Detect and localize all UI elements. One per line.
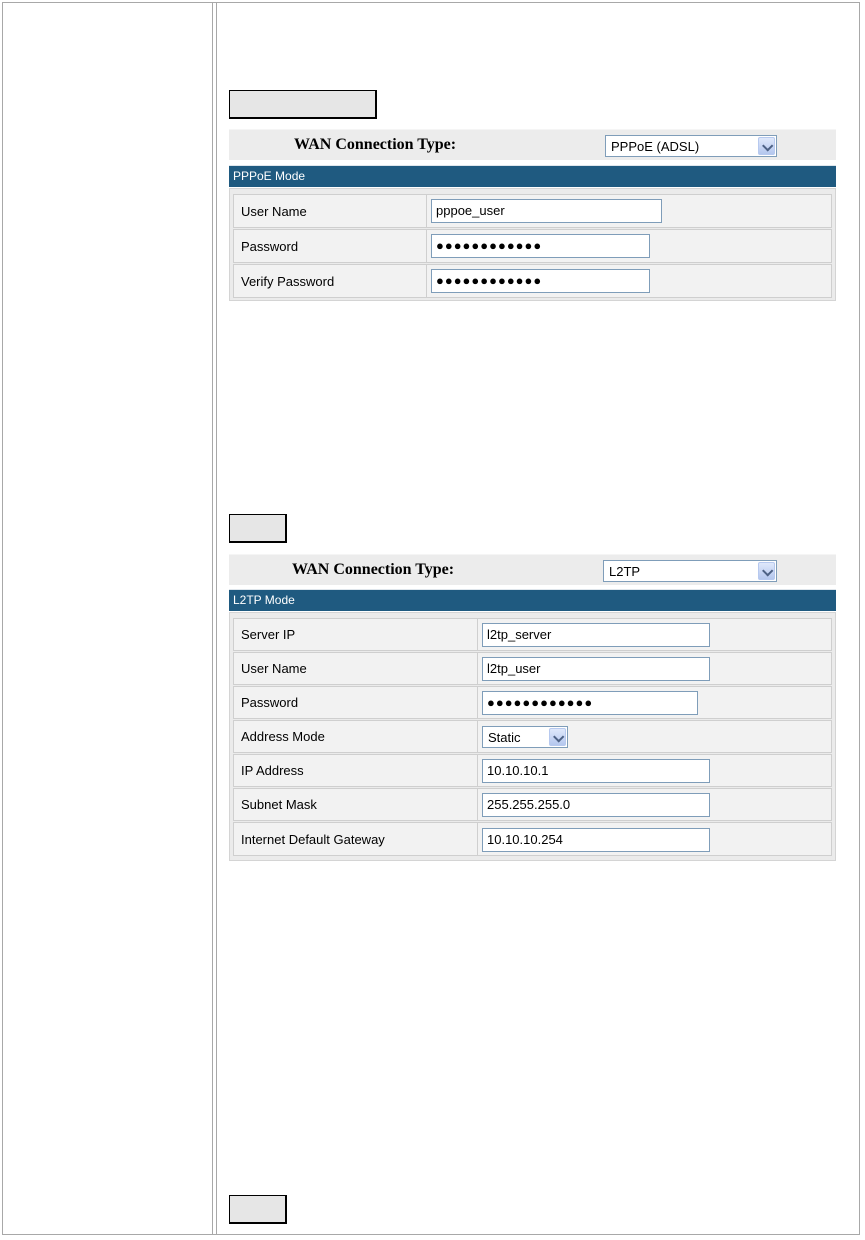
pppoe-password-input[interactable]: ●●●●●●●●●●●●	[431, 234, 650, 258]
user-name-label: User Name	[241, 204, 307, 219]
column-divider	[212, 2, 213, 1235]
password-label: Password	[241, 239, 299, 254]
chevron-down-icon[interactable]	[758, 137, 775, 155]
table-row	[233, 264, 832, 298]
l2tp-user-name-input[interactable]: l2tp_user	[482, 657, 710, 681]
address-mode-select[interactable]	[482, 726, 568, 748]
table-row	[233, 720, 832, 753]
table-row	[233, 788, 832, 821]
pppoe-verify-password-input[interactable]: ●●●●●●●●●●●●	[431, 269, 650, 293]
pppoe-settings-table	[229, 188, 836, 301]
l2tp-server-ip-input[interactable]: l2tp_server	[482, 623, 710, 647]
table-row	[233, 754, 832, 787]
pppoe-user-name-input[interactable]: pppoe_user	[431, 199, 662, 223]
wan-connection-type-label: WAN Connection Type:	[292, 561, 455, 578]
table-row	[233, 194, 832, 228]
section-tab	[229, 514, 287, 543]
pppoe-mode-header: PPPoE Mode	[229, 165, 836, 187]
user-name-label: User Name	[241, 661, 307, 676]
section-tab	[229, 1195, 287, 1224]
chevron-down-icon[interactable]	[549, 728, 566, 746]
l2tp-panel	[229, 554, 836, 864]
wan-connection-type-row	[229, 129, 836, 160]
l2tp-subnet-mask-input[interactable]: 255.255.255.0	[482, 793, 710, 817]
column-divider	[216, 2, 217, 1235]
wan-connection-type-value: PPPoE (ADSL)	[611, 139, 700, 154]
wan-connection-type-row	[229, 554, 836, 585]
l2tp-password-input[interactable]: ●●●●●●●●●●●●	[482, 691, 698, 715]
table-row	[233, 822, 832, 856]
l2tp-default-gateway-input[interactable]: 10.10.10.254	[482, 828, 710, 852]
wan-connection-type-value: L2TP	[609, 564, 641, 579]
wan-connection-type-select[interactable]	[605, 135, 777, 157]
address-mode-value: Static	[488, 730, 521, 745]
table-row	[233, 686, 832, 719]
table-row	[233, 652, 832, 685]
pppoe-panel	[229, 129, 836, 317]
ip-address-label: IP Address	[241, 763, 304, 778]
verify-password-label: Verify Password	[241, 274, 335, 289]
l2tp-mode-header: L2TP Mode	[229, 589, 836, 611]
l2tp-ip-address-input[interactable]: 10.10.10.1	[482, 759, 710, 783]
table-row	[233, 229, 832, 263]
chevron-down-icon[interactable]	[758, 562, 775, 580]
subnet-mask-label: Subnet Mask	[241, 797, 317, 812]
wan-connection-type-select[interactable]	[603, 560, 777, 582]
internet-default-gateway-label: Internet Default Gateway	[241, 832, 385, 847]
password-label: Password	[241, 695, 299, 710]
table-row	[233, 618, 832, 651]
wan-connection-type-label: WAN Connection Type:	[294, 136, 457, 153]
server-ip-label: Server IP	[241, 627, 296, 642]
l2tp-settings-table	[229, 612, 836, 861]
section-tab	[229, 90, 377, 119]
address-mode-label: Address Mode	[241, 729, 325, 744]
